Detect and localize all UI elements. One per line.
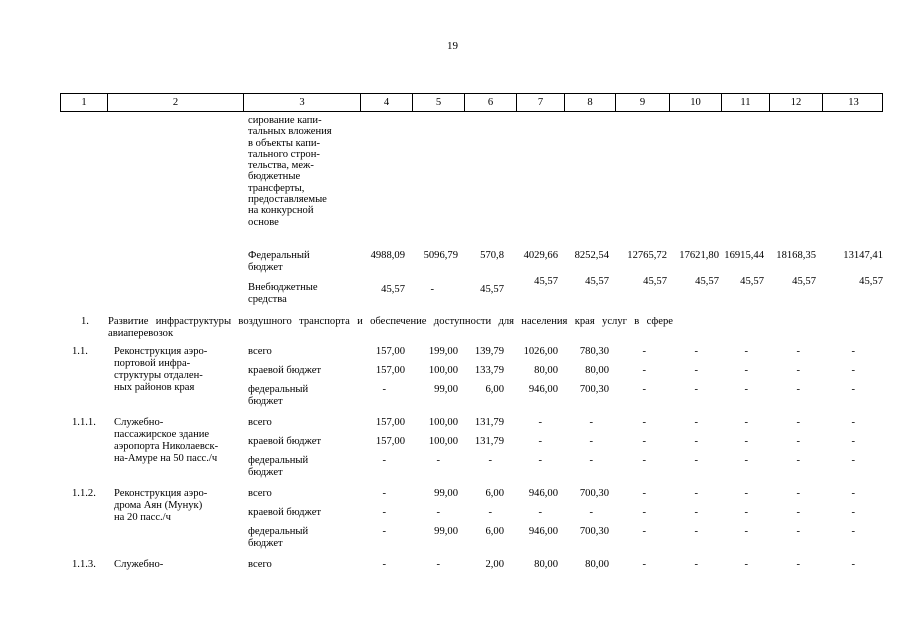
funding-row-label: всего — [248, 346, 272, 357]
value-cell: - — [851, 365, 855, 376]
value-cell: - — [589, 436, 593, 447]
value-cell: - — [642, 488, 646, 499]
value-cell: - — [694, 346, 698, 357]
header-col-3: 3 — [244, 94, 361, 111]
value-cell: - — [642, 365, 646, 376]
section-number: 1. — [81, 316, 89, 327]
funding-row-label: краевой бюджет — [248, 507, 322, 518]
value-cell: - — [538, 455, 542, 466]
value-cell: 700,30 — [579, 384, 609, 395]
value-cell: 157,00 — [375, 436, 405, 447]
header-col-13: 13 — [848, 97, 859, 108]
header-col-12: 12 — [770, 94, 823, 111]
value-cell: - — [488, 455, 492, 466]
value-cell: - — [744, 507, 748, 518]
value-cell: 99,00 — [434, 526, 458, 537]
value-cell: - — [436, 559, 440, 570]
value-cell: 8252,54 — [574, 250, 609, 261]
value-cell: - — [796, 417, 800, 428]
value-cell: 157,00 — [375, 365, 405, 376]
value-cell: - — [796, 507, 800, 518]
funding-row-label: всего — [248, 559, 272, 570]
value-cell: - — [851, 384, 855, 395]
value-cell: 80,00 — [585, 559, 609, 570]
value-cell: - — [642, 384, 646, 395]
value-cell: - — [796, 455, 800, 466]
value-cell: - — [589, 507, 593, 518]
value-cell: - — [642, 417, 646, 428]
header-col-2: 2 — [108, 94, 244, 111]
value-cell: - — [436, 507, 440, 518]
value-cell: - — [538, 507, 542, 518]
value-cell: 45,57 — [859, 276, 883, 287]
value-cell: - — [744, 526, 748, 537]
value-cell: - — [382, 384, 386, 395]
value-cell: 6,00 — [485, 384, 504, 395]
header-col-4: 4 — [361, 94, 413, 111]
value-cell: - — [694, 507, 698, 518]
value-cell: 80,00 — [534, 365, 558, 376]
value-cell: 16915,44 — [724, 250, 764, 261]
value-cell: 99,00 — [434, 384, 458, 395]
value-cell: 80,00 — [585, 365, 609, 376]
value-cell: - — [796, 559, 800, 570]
value-cell: - — [382, 488, 386, 499]
value-cell: 139,79 — [474, 346, 504, 357]
value-cell: - — [744, 436, 748, 447]
value-cell: 45,57 — [643, 276, 667, 287]
value-cell: 45,57 — [792, 276, 816, 287]
funding-row-label: краевой бюджет — [248, 436, 322, 447]
value-cell: - — [642, 526, 646, 537]
header-col-1: 1 — [61, 94, 108, 111]
value-cell: - — [744, 365, 748, 376]
value-cell: - — [744, 455, 748, 466]
value-cell: - — [744, 488, 748, 499]
value-cell: 4988,09 — [370, 250, 405, 261]
value-cell: 100,00 — [428, 436, 458, 447]
value-cell: - — [642, 455, 646, 466]
value-cell: 131,79 — [474, 417, 504, 428]
value-cell: - — [430, 284, 434, 295]
funding-source-label: Федеральный бюджет — [248, 250, 310, 273]
value-cell: 6,00 — [485, 526, 504, 537]
value-cell: 100,00 — [428, 417, 458, 428]
value-cell: - — [796, 526, 800, 537]
value-cell: - — [796, 365, 800, 376]
value-cell: 133,79 — [474, 365, 504, 376]
value-cell: - — [589, 417, 593, 428]
value-cell: - — [694, 384, 698, 395]
value-cell: - — [744, 559, 748, 570]
funding-row-label: федеральный бюджет — [248, 384, 309, 407]
value-cell: - — [851, 436, 855, 447]
value-cell: - — [694, 455, 698, 466]
value-cell: - — [382, 526, 386, 537]
value-cell: - — [796, 346, 800, 357]
value-cell: - — [851, 417, 855, 428]
item-number: 1.1.2. — [72, 488, 96, 499]
value-cell: - — [488, 507, 492, 518]
page-number: 19 — [447, 40, 458, 52]
value-cell: - — [744, 417, 748, 428]
value-cell: 45,57 — [585, 276, 609, 287]
value-cell: - — [694, 365, 698, 376]
value-cell: 157,00 — [375, 417, 405, 428]
value-cell: - — [851, 346, 855, 357]
value-cell: - — [851, 455, 855, 466]
funding-row-label: краевой бюджет — [248, 365, 322, 376]
section-title: Развитие инфраструктуры воздушного транспорта и обеспечение доступности для населения края услуг в сфере авиаперевозок — [108, 316, 673, 339]
item-number: 1.1.1. — [72, 417, 96, 428]
header-col-8: 8 — [565, 94, 616, 111]
table-header — [60, 93, 883, 112]
value-cell: 199,00 — [428, 346, 458, 357]
value-cell: 45,57 — [695, 276, 719, 287]
value-cell: 946,00 — [528, 384, 558, 395]
header-col-10: 10 — [670, 94, 722, 111]
funding-row-label: федеральный бюджет — [248, 455, 309, 478]
value-cell: 99,00 — [434, 488, 458, 499]
value-cell: 6,00 — [485, 488, 504, 499]
value-cell: 18168,35 — [776, 250, 816, 261]
value-cell: 2,00 — [485, 559, 504, 570]
value-cell: 45,57 — [740, 276, 764, 287]
value-cell: 131,79 — [474, 436, 504, 447]
item-name: Реконструкция аэро- портовой инфра- структуры отдален- ных районов края — [114, 346, 208, 393]
value-cell: 13147,41 — [843, 250, 883, 261]
value-cell: 946,00 — [528, 526, 558, 537]
value-cell: 45,57 — [381, 284, 405, 295]
value-cell: 946,00 — [528, 488, 558, 499]
header-col-11: 11 — [722, 94, 770, 111]
value-cell: - — [694, 559, 698, 570]
value-cell: - — [851, 559, 855, 570]
value-cell: - — [694, 436, 698, 447]
value-cell: 700,30 — [579, 526, 609, 537]
value-cell: 157,00 — [375, 346, 405, 357]
value-cell: - — [642, 559, 646, 570]
funding-source-label: Внебюджетные средства — [248, 282, 318, 305]
funding-row-label: всего — [248, 488, 272, 499]
value-cell: - — [796, 436, 800, 447]
value-cell: - — [382, 507, 386, 518]
value-cell: - — [642, 346, 646, 357]
value-cell: - — [694, 488, 698, 499]
header-col-6: 6 — [465, 94, 517, 111]
value-cell: 80,00 — [534, 559, 558, 570]
value-cell: - — [694, 526, 698, 537]
value-cell: - — [436, 455, 440, 466]
funding-row-label: всего — [248, 417, 272, 428]
item-number: 1.1. — [72, 346, 88, 357]
value-cell: 570,8 — [480, 250, 504, 261]
value-cell: - — [851, 526, 855, 537]
value-cell: 45,57 — [534, 276, 558, 287]
value-cell: 1026,00 — [523, 346, 558, 357]
item-name: Служебно- — [114, 559, 164, 570]
value-cell: - — [796, 384, 800, 395]
item-name: Реконструкция аэро- дрома Аян (Мунук) на 20 пасс./ч — [114, 488, 208, 523]
item-name: Служебно- пассажирское здание аэропорта Николаевск- на-Амуре на 50 пасс./ч — [114, 417, 219, 464]
value-cell: - — [796, 488, 800, 499]
value-cell: 5096,79 — [423, 250, 458, 261]
value-cell: - — [382, 455, 386, 466]
header-col-5: 5 — [413, 94, 465, 111]
value-cell: 4029,66 — [523, 250, 558, 261]
value-cell: - — [538, 436, 542, 447]
value-cell: - — [589, 455, 593, 466]
funding-row-label: федеральный бюджет — [248, 526, 309, 549]
value-cell: - — [538, 417, 542, 428]
value-cell: - — [744, 384, 748, 395]
value-cell: - — [694, 417, 698, 428]
item-number: 1.1.3. — [72, 559, 96, 570]
value-cell: 45,57 — [480, 284, 504, 295]
value-cell: 700,30 — [579, 488, 609, 499]
continued-description: сирование капи- тальных вложения в объекты капи- тального строн- тельства, меж- бюджетные трансферты, предоставляемые на конкурсной основе — [248, 115, 332, 228]
value-cell: - — [642, 507, 646, 518]
value-cell: 17621,80 — [679, 250, 719, 261]
value-cell: - — [744, 346, 748, 357]
value-cell: - — [851, 488, 855, 499]
value-cell: 780,30 — [579, 346, 609, 357]
value-cell: - — [382, 559, 386, 570]
value-cell: - — [851, 507, 855, 518]
value-cell: 100,00 — [428, 365, 458, 376]
header-col-9: 9 — [616, 94, 670, 111]
value-cell: - — [642, 436, 646, 447]
header-col-7: 7 — [517, 94, 565, 111]
value-cell: 12765,72 — [627, 250, 667, 261]
